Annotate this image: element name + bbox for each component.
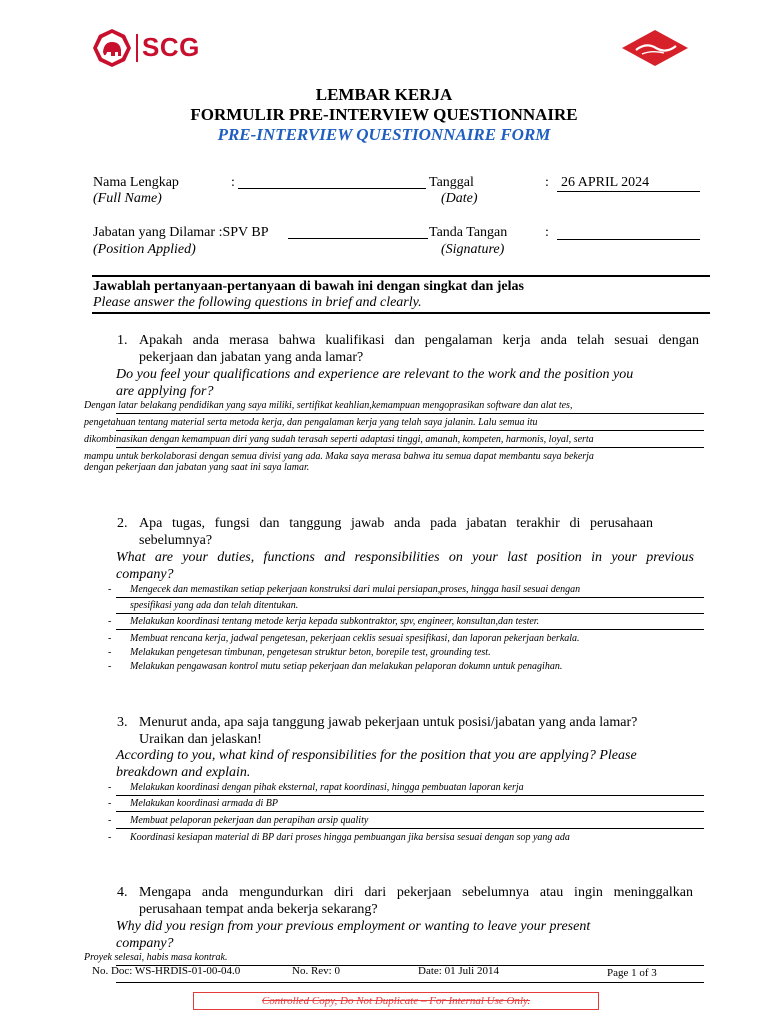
scg-elephant-icon xyxy=(92,28,132,68)
name-colon: : xyxy=(231,175,235,190)
q2-bullet1-cont: spesifikasi yang ada dan telah ditentukan. xyxy=(130,600,299,611)
date-field[interactable] xyxy=(557,175,700,192)
q2-bullet4: Melakukan pengetesan timbunan, pengetesan struktur beton, borepile test, grounding test. xyxy=(130,647,491,658)
q2-bullet2: Melakukan koordinasi tentang metode kerja kepada subkontraktor, spv, engineer, konsultan,dan tester. xyxy=(130,616,540,627)
title-line2: FORMULIR PRE-INTERVIEW QUESTIONNAIRE xyxy=(190,105,578,124)
q2-text-en-line1: What are your duties, functions and responsibilities on your last position in your previous xyxy=(116,550,694,565)
bullet-dash: - xyxy=(108,798,112,809)
q3-text-line2: Uraikan dan jelaskan! xyxy=(139,732,262,747)
footer-page: Page 1 of 3 xyxy=(607,967,657,979)
answer-rule xyxy=(116,795,704,796)
q2-text-en-line2: company? xyxy=(116,567,174,582)
divider-bottom xyxy=(92,312,710,314)
date-label: Tanggal xyxy=(429,175,474,190)
q3-text-en-line2: breakdown and explain. xyxy=(116,765,251,780)
q2-number: 2. xyxy=(117,516,128,531)
instructions-id: Jawablah pertanyaan-pertanyaan di bawah ini dengan singkat dan jelas xyxy=(93,279,524,294)
bullet-dash: - xyxy=(108,782,112,793)
q1-answer-line5: dengan pekerjaan dan jabatan yang saat ini saya lamar. xyxy=(84,462,310,473)
footer-rev-no: No. Rev: 0 xyxy=(292,965,340,977)
q3-bullet1: Melakukan koordinasi dengan pihak eksternal, rapat koordinasi, hingga pembuatan laporan kerja xyxy=(130,782,524,793)
name-field[interactable] xyxy=(238,172,426,189)
q3-bullet2: Melakukan koordinasi armada di BP xyxy=(130,798,278,809)
q3-number: 3. xyxy=(117,715,128,730)
q2-bullet1: Mengecek dan memastikan setiap pekerjaan konstruksi dari mulai persiapan,proses, hingga hasil sesuai dengan xyxy=(130,584,581,595)
q1-text-line1: Apakah anda merasa bahwa kualifikasi dan pengalaman kerja anda telah sesuai dengan xyxy=(139,333,699,348)
q2-bullet3: Membuat rencana kerja, jadwal pengetesan, pekerjaan ceklis sesuai spesifikasi, dan laporan pekerjaan berkala. xyxy=(130,633,580,644)
q1-text-en-line2: are applying for? xyxy=(116,384,214,399)
bullet-dash: - xyxy=(108,616,112,627)
bullet-dash: - xyxy=(108,815,112,826)
bullet-dash: - xyxy=(108,661,112,672)
q4-text-en-line1: Why did you resign from your previous employment or wanting to leave your present xyxy=(116,919,591,934)
position-label: Jabatan yang Dilamar :SPV BP xyxy=(93,225,269,240)
answer-rule xyxy=(116,597,704,598)
answer-rule xyxy=(116,629,704,630)
date-value: 26 APRIL 2024 xyxy=(561,175,650,190)
answer-rule xyxy=(116,613,704,614)
divider-top xyxy=(92,275,710,277)
q2-bullet5: Melakukan pengawasan kontrol mutu setiap pekerjaan dan melakukan pelaporan dokumn untuk penagihan. xyxy=(130,661,563,672)
brand-name: SCG xyxy=(142,32,200,62)
bullet-dash: - xyxy=(108,647,112,658)
q4-text-en-line2: company? xyxy=(116,936,174,951)
q3-text-line1: Menurut anda, apa saja tanggung jawab pekerjaan untuk posisi/jabatan yang anda lamar? xyxy=(139,715,638,730)
answer-rule xyxy=(116,413,704,414)
answer-rule xyxy=(116,811,704,812)
signature-colon: : xyxy=(545,225,549,240)
answer-rule xyxy=(116,447,704,448)
q1-answer-line4: mampu untuk berkolaborasi dengan semua divisi yang ada. Maka saya merasa bahwa itu semua dapat membantu saya bekerja xyxy=(84,451,594,462)
q4-text-line2: perusahaan tempat anda bekerja sekarang? xyxy=(139,902,378,917)
footer-date: Date: 01 Juli 2014 xyxy=(418,965,499,977)
bullet-dash: - xyxy=(108,633,112,644)
signature-field[interactable] xyxy=(557,223,700,240)
signature-label: Tanda Tangan xyxy=(429,225,508,240)
q4-answer: Proyek selesai, habis masa kontrak. xyxy=(84,952,228,963)
bullet-dash: - xyxy=(108,584,112,595)
q4-number: 4. xyxy=(117,885,128,900)
q1-answer-line1: Dengan latar belakang pendidikan yang saya miliki, sertifikat keahlian,kemampuan mengoprasikan software dan alat tes, xyxy=(84,400,573,411)
instructions-en: Please answer the following questions in brief and clearly. xyxy=(93,295,422,310)
q3-bullet4: Koordinasi kesiapan material di BP dari proses hingga pembuangan jika bersisa sesuai dengan sop yang ada xyxy=(130,832,570,843)
q1-answer-line3: dikombinasikan dengan kemampuan diri yang sudah terasah seperti adaptasi tinggi, amanah, kompeten, harmonis, loyal, serta xyxy=(84,434,594,445)
title-line1: LEMBAR KERJA xyxy=(315,85,453,104)
scg-logo xyxy=(92,28,222,68)
footer-rule-2 xyxy=(116,982,704,983)
q1-text-line2: pekerjaan dan jabatan yang anda lamar? xyxy=(139,350,364,365)
name-label: Nama Lengkap xyxy=(93,175,179,190)
bullet-dash: - xyxy=(108,832,112,843)
name-label-en: (Full Name) xyxy=(93,191,162,206)
date-colon: : xyxy=(545,175,549,190)
q1-answer-line2: pengetahuan tentang material serta metoda kerja, dan pengalaman kerja yang telah saya jalanin. Lalu semua itu xyxy=(84,417,538,428)
q1-text-en-line1: Do you feel your qualifications and experience are relevant to the work and the position you xyxy=(116,367,634,382)
date-label-en: (Date) xyxy=(441,191,478,206)
q2-text-line2: sebelumnya? xyxy=(139,533,213,548)
q3-text-en-line1: According to you, what kind of responsibilities for the position that you are applying? Please xyxy=(116,748,637,763)
q4-text-line1: Mengapa anda mengundurkan diri dari pekerjaan sebelumnya atau ingin meninggalkan xyxy=(139,885,693,900)
signature-label-en: (Signature) xyxy=(441,242,505,257)
title-line3: PRE-INTERVIEW QUESTIONNAIRE FORM xyxy=(217,125,551,144)
answer-rule xyxy=(116,828,704,829)
q1-number: 1. xyxy=(117,333,128,348)
jayamix-logo xyxy=(620,28,690,68)
controlled-copy-notice: Controlled Copy, Do Not Duplicate – For Internal Use Only. xyxy=(193,992,599,1010)
position-field[interactable] xyxy=(288,222,428,239)
jayamix-logo-icon xyxy=(620,28,690,68)
position-label-en: (Position Applied) xyxy=(93,242,196,257)
answer-rule xyxy=(116,430,704,431)
q3-bullet3: Membuat pelaporan pekerjaan dan perapihan arsip quality xyxy=(130,815,369,826)
footer-doc-no: No. Doc: WS-HRDIS-01-00-04.0 xyxy=(92,965,241,977)
q2-text-line1: Apa tugas, fungsi dan tanggung jawab anda pada jabatan terakhir di perusahaan xyxy=(139,516,653,531)
